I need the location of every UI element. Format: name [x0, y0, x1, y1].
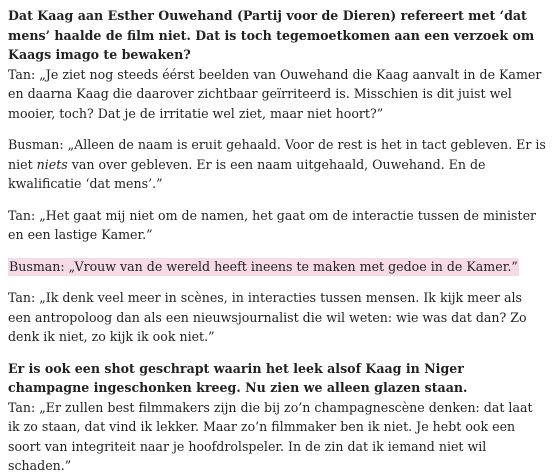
answer-text: Busman: „Alleen de naam is eruit gehaald. Voor de rest is het in tact gebleven. Er is niet — [8, 137, 546, 172]
interview-question: Er is ook een shot geschrapt waarin het leek alsof Kaag in Niger champagne ingeschonken kreeg. Nu zien we alleen glazen staan. — [8, 360, 468, 395]
interview-block-6 — [8, 359, 547, 476]
interview-question: Dat Kaag aan Esther Ouwehand (Partij voor de Dieren) refereert met ‘dat mens’ haalde de film niet. Dat is toch tegemoetkomen aan een verzoek om Kaags imago te bewaken? — [8, 8, 535, 62]
interview-block-3 — [8, 206, 547, 245]
interview-answer-busman — [8, 135, 547, 194]
interview-block-2 — [8, 135, 547, 194]
interview-answer-tan: Tan: „Het gaat mij niet om de namen, het gaat om de interactie tussen de minister en een lastige Kamer.” — [8, 207, 537, 242]
interview-block-5 — [8, 288, 547, 347]
interview-answer-tan: Tan: „Je ziet nog steeds éérst beelden van Ouwehand die Kaag aanvalt in de Kamer en daarna Kaag die daarover zichtbaar geïrriteerd is. Misschien is dit juist wel mooier, toch? Dat je de irritatie wel ziet, maar niet hoort?” — [8, 66, 542, 121]
interview-answer-tan: Tan: „Ik denk veel meer in scènes, in interacties tussen mensen. Ik kijk meer als een antropoloog dan als een nieuwsjournalist die wil weten: wie was dat dan? Zo denk ik niet, zo kijk ik ook niet.” — [8, 290, 527, 344]
answer-text: van over gebleven. Er is een naam uitgehaald, Ouwehand. En de kwalificatie ‘dat mens’.” — [8, 156, 486, 191]
interview-block-1 — [8, 6, 547, 123]
interview-block-4 — [8, 257, 547, 277]
emphasis-text: niets — [36, 156, 68, 172]
interview-answer-tan: Tan: „Er zullen best filmmakers zijn die bij zo’n champagnescène denken: dat laat ik zo staan, dat vind ik lekker. Maar zo’n filmmaker ben ik niet. Je hebt ook een soort van integriteit naar je hoofdrolspeler. In de zin dat ik iemand niet wil schaden.” — [8, 399, 533, 473]
interview-answer-busman-highlighted — [8, 257, 547, 277]
highlighted-quote[interactable]: Busman: „Vrouw van de wereld heeft ineens te maken met gedoe in de Kamer.” — [9, 258, 518, 274]
